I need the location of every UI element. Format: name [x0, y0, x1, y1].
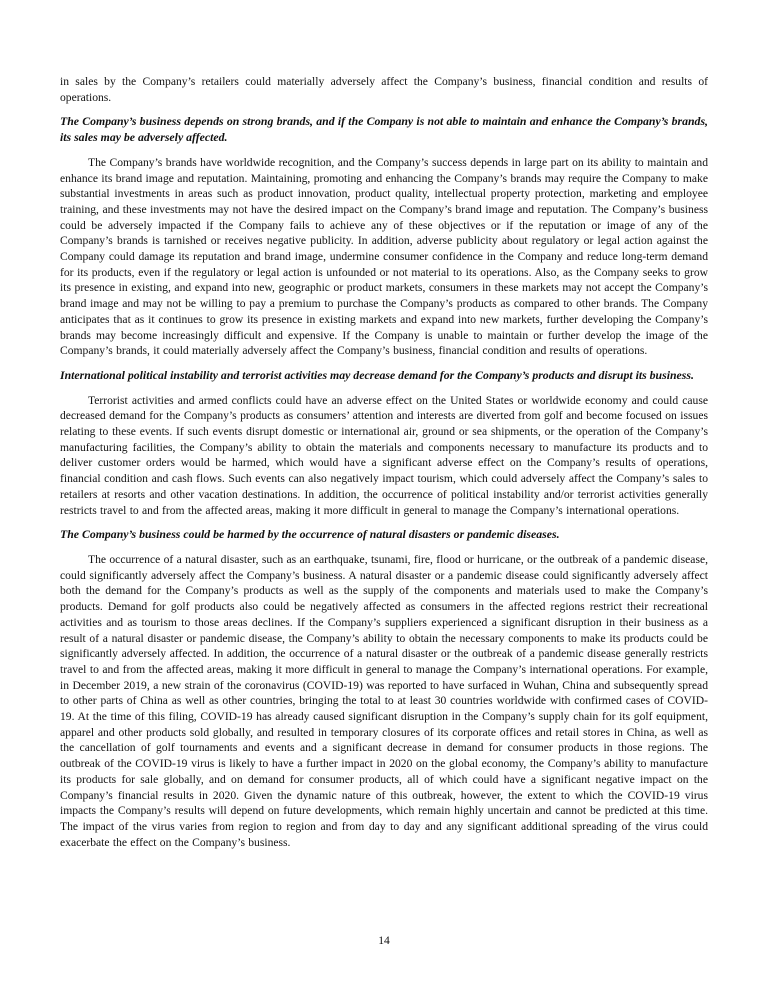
risk-heading-strong-brands: The Company’s business depends on strong brands, and if the Company is not able to maintain and enhance the Company’s brands, its sales may be adversely affected. [60, 114, 708, 145]
page-number: 14 [378, 934, 390, 947]
risk-heading-natural-disasters: The Company’s business could be harmed by the occurrence of natural disasters or pandemic diseases. [60, 527, 560, 542]
paragraph-brand-recognition: The Company’s brands have worldwide recognition, and the Company’s success depends in large part on its ability to maintain and enhance its brand image and reputation. Maintaining, promoting and enhancing the Company’s brands may require the Company to make substantial investments in areas such as product innovation, product quality, intellectual property protection, marketing and employee training, and these investments may not have the desired impact on the Company’s brand image and reputation. The Company’s business could be adversely impacted if the Company fails to achieve any of these objectives or if the reputation or image of any of the Company’s brands is tarnished or receives negative publicity. In addition, adverse publicity about regulatory or legal action against the Company could damage its reputation and brand image, undermine consumer confidence in the Company and reduce long-term demand for its products, even if the regulatory or legal action is unfounded or not material to its operations. Also, as the Company seeks to grow its presence in existing, and expand into new, geographic or product markets, consumers in these markets may not accept the Company’s brand image and may not be willing to pay a premium to purchase the Company’s products as compared to other brands. The Company anticipates that as it continues to grow its presence in existing markets and expand into new markets, further developing the Company’s brands may become increasingly difficult and expensive. If the Company is unable to maintain or further develop the image of the Company’s brands, it could materially adversely affect the Company’s business, financial condition and results of operations. [60, 155, 708, 358]
paragraph-terrorist-activities: Terrorist activities and armed conflicts could have an adverse effect on the United States or worldwide economy and could cause decreased demand for the Company’s products as consumers’ attention and interests are diverted from golf and become focused on issues relating to these events. If such events disrupt domestic or international air, ground or sea shipments, or the operation of the Company’s manufacturing facilities, the Company’s ability to obtain the materials and components necessary to manufacture its products and to deliver customer orders would be harmed, which would have a significant adverse effect on the Company’s results of operations, financial condition and cash flows. Such events can also negatively impact tourism, which could adversely affect the Company’s sales to retailers at resorts and other vacation destinations. In addition, the occurrence of political instability and/or terrorist activities generally restricts travel to and from the affected areas, making it more difficult in general to manage the Company’s international operations. [60, 393, 708, 517]
paragraph-retailer-sales-continuation: in sales by the Company’s retailers could materially adversely affect the Company’s business, financial condition and results of operations. [60, 75, 708, 104]
paragraph-natural-disasters-covid: The occurrence of a natural disaster, such as an earthquake, tsunami, fire, flood or hurricane, or the outbreak of a pandemic disease, could significantly adversely affect the Company’s business. A natural disaster or a pandemic disease could significantly adversely affect both the demand for the Company’s products as well as the supply of the components and materials used to make the Company’s products. Demand for golf products also could be negatively affected as consumers in the affected regions restrict their recreational activities and as tourism to those areas declines. If the Company’s suppliers experienced a significant disruption in their business as a result of a natural disaster or pandemic disease, the Company’s ability to obtain the necessary components to make its products could be significantly adversely affected. In addition, the occurrence of a natural disaster or the outbreak of a pandemic disease generally restricts travel to and from the affected areas, making it more difficult in general to manage the Company’s international operations. For example, in December 2019, a new strain of the coronavirus (COVID-19) was reported to have surfaced in Wuhan, China and subsequently spread to other parts of China as well as other countries, bringing the total to at least 30 countries worldwide with confirmed cases of COVID-19. At the time of this filing, COVID-19 has already caused significant disruption in the Company’s supply chain for its golf equipment, apparel and other products sold globally, and resulted in temporary closures of its corporate offices and retail stores in China, as well as the cancellation of golf tournaments and events and a significant decrease in demand for consumer products in those regions. The outbreak of the COVID-19 virus is likely to have a further impact in 2020 on the global economy, the Company’s ability to manufacture its products for sale globally, and on demand for consumer products, all of which could have a significant negative impact on the Company’s financial results in 2020. Given the dynamic nature of this outbreak, however, the extent to which the COVID-19 virus impacts the Company’s results will depend on future developments, which remain highly uncertain and cannot be predicted at this time. The impact of the virus varies from region to region and from day to day and any significant additional spreading of the virus could exacerbate the effect on the Company’s business. [60, 552, 708, 849]
risk-heading-political-instability: International political instability and terrorist activities may decrease demand for the Company’s products and disrupt its business. [60, 367, 694, 382]
